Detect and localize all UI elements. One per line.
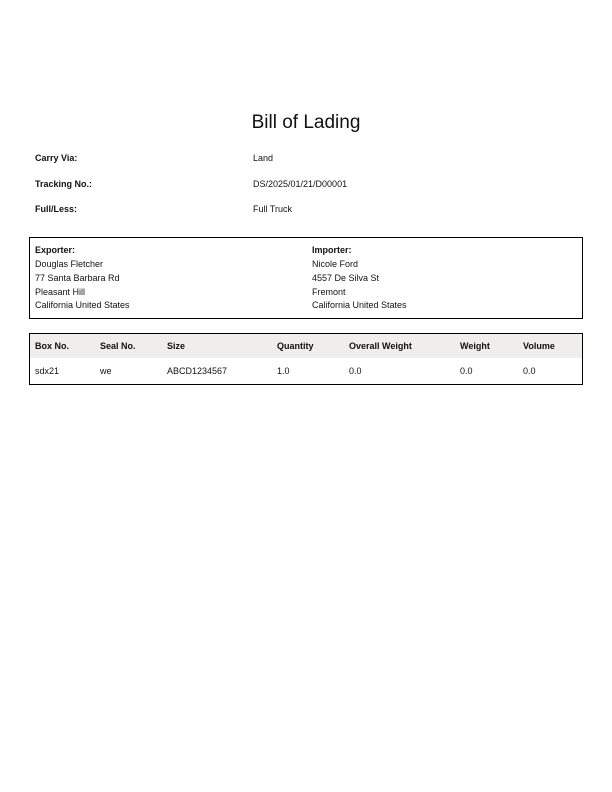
items-table [29, 333, 583, 385]
header-weight: Weight [460, 341, 490, 351]
importer-region: California United States [312, 300, 407, 310]
tracking-no-value: DS/2025/01/21/D00001 [253, 179, 348, 189]
carry-via-label: Carry Via: [35, 153, 78, 163]
importer-street: 4557 De Silva St [312, 273, 380, 283]
exporter-region: California United States [35, 300, 130, 310]
header-quantity: Quantity [277, 341, 314, 351]
full-less-value: Full Truck [253, 204, 293, 214]
header-box-no: Box No. [35, 341, 70, 351]
cell-size: ABCD1234567 [167, 366, 228, 376]
parties-box [29, 237, 583, 319]
full-less-label: Full/Less: [35, 204, 78, 214]
exporter-street: 77 Santa Barbara Rd [35, 273, 120, 283]
importer-name: Nicole Ford [312, 259, 359, 269]
header-size: Size [167, 341, 186, 351]
table-header [30, 334, 582, 358]
cell-volume: 0.0 [523, 366, 536, 376]
header-overall-weight: Overall Weight [349, 341, 412, 351]
cell-seal-no: we [100, 366, 112, 376]
carry-via-value: Land [253, 153, 274, 163]
exporter-city: Pleasant Hill [35, 287, 86, 297]
cell-box-no: sdx21 [35, 366, 60, 376]
tracking-no-label: Tracking No.: [35, 179, 93, 189]
exporter-label: Exporter: [35, 245, 76, 255]
document-title: Bill of Lading [251, 112, 361, 133]
importer-label: Importer: [312, 245, 352, 255]
exporter-name: Douglas Fletcher [35, 259, 104, 269]
cell-quantity: 1.0 [277, 366, 290, 376]
header-volume: Volume [523, 341, 555, 351]
cell-weight: 0.0 [460, 366, 473, 376]
header-seal-no: Seal No. [100, 341, 136, 351]
cell-overall-weight: 0.0 [349, 366, 362, 376]
importer-city: Fremont [312, 287, 346, 297]
